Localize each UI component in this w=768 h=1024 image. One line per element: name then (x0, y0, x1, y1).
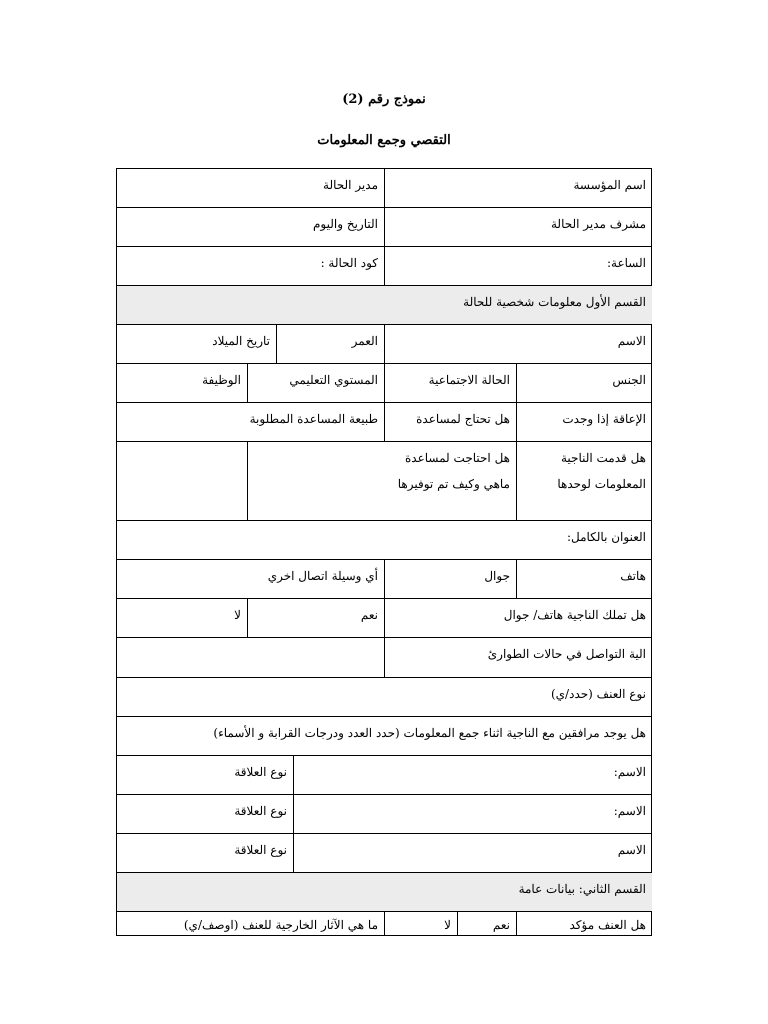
survivor-alone-line-2: المعلومات لوحدها (557, 477, 646, 491)
other-contact-cell[interactable]: أي وسيلة اتصال اخري (116, 559, 384, 598)
companion-name-2-cell[interactable]: الاسم: (293, 794, 652, 833)
case-code-cell[interactable]: كود الحالة : (116, 246, 384, 285)
age-cell[interactable]: العمر (276, 324, 384, 363)
violence-type-cell[interactable]: نوع العنف (حدد/ي) (116, 677, 652, 716)
full-address-cell[interactable]: العنوان بالكامل: (116, 520, 652, 559)
supervisor-cell[interactable]: مشرف مدير الحالة (384, 207, 652, 246)
owns-phone-cell: هل تملك الناجية هاتف/ جوال (384, 598, 652, 637)
owns-phone-yes-cell[interactable]: نعم (247, 598, 384, 637)
education-cell[interactable]: المستوي التعليمي (247, 363, 384, 402)
date-day-cell[interactable]: التاريخ واليوم (116, 207, 384, 246)
violence-confirmed-yes-cell[interactable]: نعم (457, 911, 516, 936)
survivor-alone-cell[interactable] (516, 441, 652, 520)
form-subtitle: التقصي وجمع المعلومات (317, 133, 451, 148)
companion-relation-3-cell[interactable]: نوع العلاقة (116, 833, 293, 872)
needed-help-line-1: هل احتاجت لمساعدة (405, 451, 510, 465)
needs-help-cell[interactable]: هل تحتاج لمساعدة (384, 402, 516, 441)
external-marks-cell[interactable]: ما هي الآثار الخارجية للعنف (اوصف/ي) (116, 911, 384, 936)
needed-help-cell[interactable] (247, 441, 516, 520)
job-cell[interactable]: الوظيفة (116, 363, 247, 402)
companion-name-1-cell[interactable]: الاسم: (293, 755, 652, 794)
case-manager-cell[interactable]: مدير الحالة (116, 168, 384, 207)
time-cell[interactable]: الساعة: (384, 246, 652, 285)
survivor-alone-line-1: هل قدمت الناجية (560, 451, 646, 465)
companion-name-3-cell[interactable]: الاسم (293, 833, 652, 872)
gender-cell[interactable]: الجنس (516, 363, 652, 402)
companions-cell[interactable]: هل يوجد مرافقين مع الناجية اثناء جمع المعلومات (حدد العدد ودرجات القرابة و الأسماء) (116, 716, 652, 755)
violence-confirmed-no-cell[interactable]: لا (384, 911, 457, 936)
needed-help-line-2: ماهي وكيف تم توفيرها (397, 477, 510, 491)
phone-cell[interactable]: هاتف (516, 559, 652, 598)
disability-cell[interactable]: الإعاقة إذا وجدت (516, 402, 652, 441)
section-1-header: القسم الأول معلومات شخصية للحالة (116, 285, 652, 324)
birth-date-cell[interactable]: تاريخ الميلاد (116, 324, 276, 363)
institution-name-cell[interactable]: اسم المؤسسة (384, 168, 652, 207)
section-2-header: القسم الثاني: بيانات عامة (116, 872, 652, 911)
help-type-cell[interactable]: طبيعة المساعدة المطلوبة (116, 402, 384, 441)
needed-help-answer-cell[interactable] (116, 441, 247, 520)
name-cell[interactable]: الاسم (384, 324, 652, 363)
violence-confirmed-cell: هل العنف مؤكد (516, 911, 652, 936)
emergency-contact-answer-cell[interactable] (116, 637, 384, 677)
marital-status-cell[interactable]: الحالة الاجتماعية (384, 363, 516, 402)
case-form-table (116, 168, 652, 936)
mobile-cell[interactable]: جوال (384, 559, 516, 598)
owns-phone-no-cell[interactable]: لا (116, 598, 247, 637)
companion-relation-1-cell[interactable]: نوع العلاقة (116, 755, 293, 794)
form-number-title: نموذج رقم (2) (342, 92, 426, 107)
emergency-contact-cell: الية التواصل في حالات الطوارئ (384, 637, 652, 677)
companion-relation-2-cell[interactable]: نوع العلاقة (116, 794, 293, 833)
